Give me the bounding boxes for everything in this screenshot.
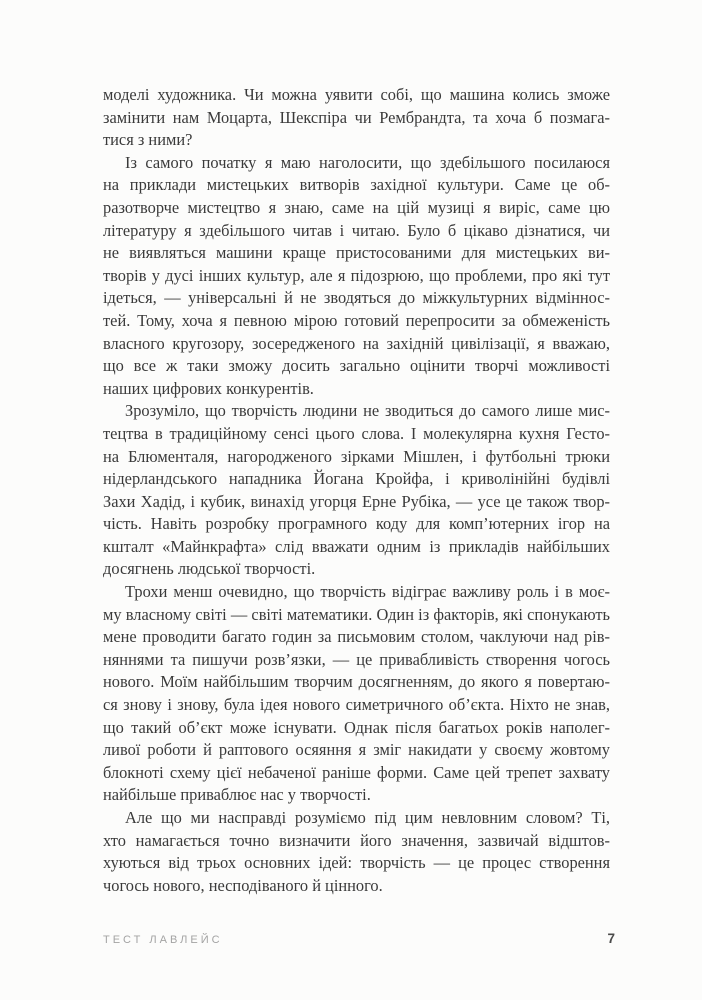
text-line: няннями та пишучи розв’язки, — це привабливість створення чогось [103,649,610,669]
text-line: що все ж таки зможу досить загально оцінити творчі можливості [103,356,610,376]
paragraph [103,807,610,897]
text-line: замінити нам Моцарта, Шекспіра чи Рембрандта, та хоча б позмага- [103,107,610,127]
text-line: тецтва в традиційному сенсі цього слова. І молекулярна кухня Гесто- [103,423,610,443]
text-line: на приклади мистецьких витворів західної культури. Саме це об- [103,175,610,195]
paragraph [103,400,610,581]
text-line: творів у дусі інших культур, але я підозрюю, що проблеми, про які тут [103,265,610,285]
text-line: не виявляться машини краще пристосованими для мистецьких ви- [103,243,610,263]
text-line: ідеться, — універсальні й не зводяться до міжкультурних відміннос- [103,288,610,308]
text-line: чість. Навіть розробку програмного коду для комп’ютерних ігор на [103,514,610,534]
text-line: літературу я здебільшого читав і читаю. Було б цікаво дізнатися, чи [103,220,610,240]
running-header: ТЕСТ ЛАВЛЕЙС [103,934,223,946]
paragraph [103,581,610,807]
text-line: тися з ними? [103,130,193,150]
text-line: кшталт «Майнкрафта» слід вважати одним із прикладів найбільших [103,536,610,556]
page-number: 7 [607,931,615,946]
paragraph [103,84,610,152]
text-line: нового. Моїм найбільшим творчим досягненням, до якого я повертаю- [103,672,610,692]
text-line: на Блюменталя, нагородженого зірками Мішлен, і футбольні трюки [103,446,610,466]
text-line: хуються від трьох основних ідей: творчість — це процес створення [103,853,610,873]
text-line: тей. Тому, хоча я певною мірою готовий перепросити за обмеженість [103,310,610,330]
text-line: мене проводити багато годин за письмовим столом, чаклуючи над рів- [103,627,610,647]
text-line: му власному світі — світі математики. Один із факторів, які спонукають [103,604,610,624]
text-line: досягнень людської творчості. [103,559,316,579]
text-line: чогось нового, несподіваного й цінного. [103,875,383,895]
text-block [103,84,610,897]
text-line: найбільше приваблює нас у творчості. [103,785,371,805]
text-line: Але що ми насправді розуміємо під цим невловним словом? Ті, [125,808,610,827]
text-line: Захи Хадід, і кубик, винахід угорця Ерне Рубіка, — усе це також твор- [103,491,610,511]
text-line: разотворче мистецтво я знаю, саме на цій музиці я виріс, саме цю [103,197,610,217]
text-line: Із самого початку я маю наголосити, що здебільшого посилаюся [125,152,610,172]
page-footer [103,931,615,946]
text-line: ливої роботи й раптового осяяння я зміг накидати у своєму жовтому [103,740,610,760]
text-line: хто намагається точно визначити його значення, зазвичай відштов- [103,830,610,850]
text-line: моделі художника. Чи можна уявити собі, що машина колись зможе [103,85,610,104]
paragraph [103,152,610,401]
text-line: ся знову і знову, була ідея нового симетричного об’єкта. Ніхто не знав, [103,695,610,715]
text-line: блокноті схему цієї небаченої раніше форми. Саме цей трепет захвату [103,762,610,782]
text-line: Трохи менш очевидно, що творчість відіграє важливу роль і в моє- [125,582,610,602]
text-line: нідерландського нападника Йогана Кройфа, і криволінійні будівлі [103,469,610,489]
text-line: власного кругозору, зосередженого на західній цивілізації, я вважаю, [103,333,610,353]
text-line: що такий об’єкт може існувати. Однак після багатьох років наполег- [103,717,610,737]
text-line: наших цифрових конкурентів. [103,378,314,398]
text-line: Зрозуміло, що творчість людини не зводиться до самого лише мис- [125,401,610,421]
